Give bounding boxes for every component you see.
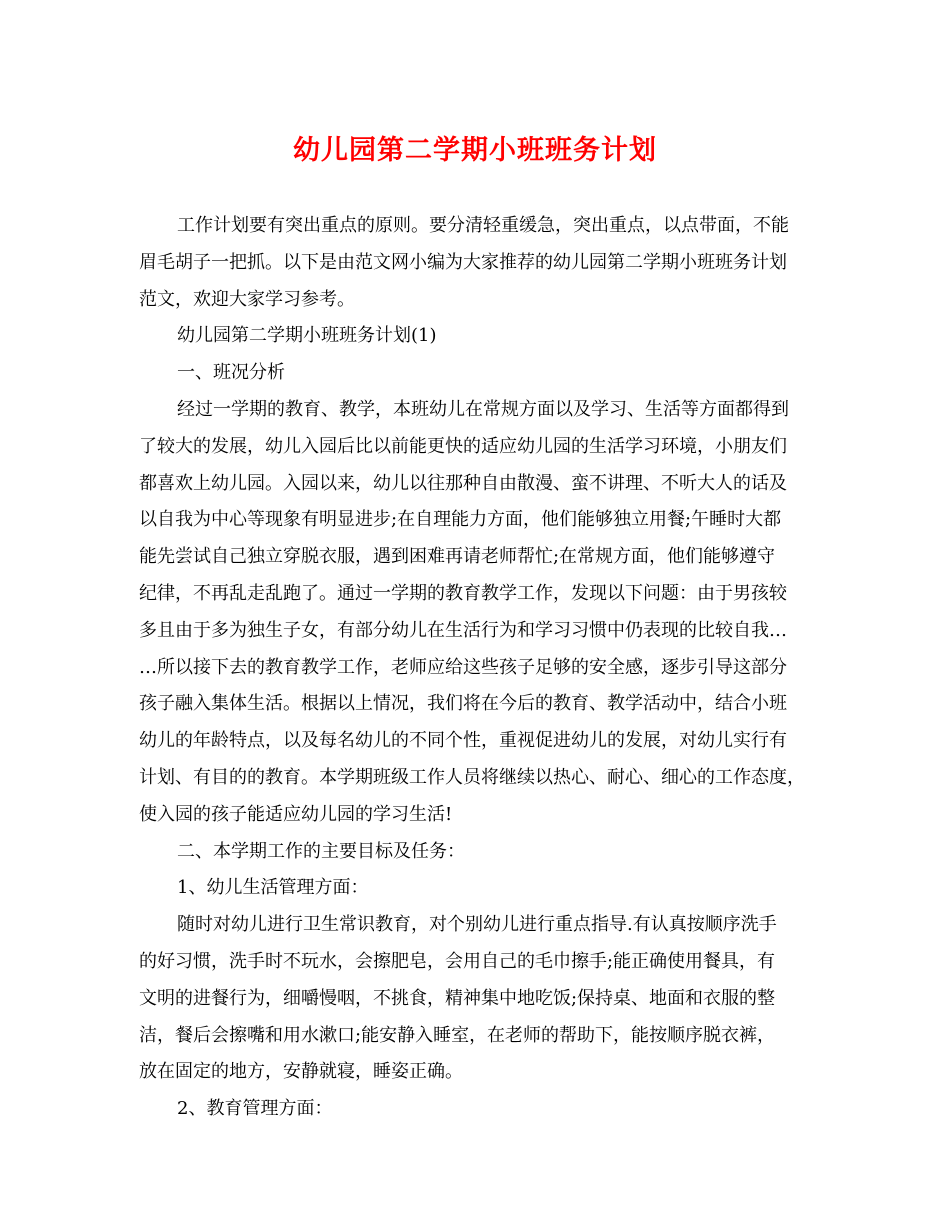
text-line: 工作计划要有突出重点的原则。要分清轻重缓急，突出重点，以点带面，不能	[177, 215, 789, 236]
paragraph	[139, 834, 822, 871]
text-line: 孩子融入集体生活。根据以上情况，我们将在今后的教育、教学活动中，结合小班	[139, 693, 787, 715]
text-line: 随时对幼儿进行卫生常识教育，对个别幼儿进行重点指导.有认真按顺序洗手	[177, 914, 777, 936]
text-line: 幼儿园第二学期小班班务计划(1)	[177, 325, 437, 347]
text-line: 幼儿的年龄特点，以及每名幼儿的不同个性，重视促进幼儿的发展，对幼儿实行有	[139, 730, 787, 752]
text-line: 了较大的发展，幼儿入园后比以前能更快的适应幼儿园的生活学习环境，小朋友们	[139, 435, 787, 457]
text-line: 洁，餐后会擦嘴和用水漱口;能安静入睡室，在老师的帮助下，能按顺序脱衣裤，	[139, 1024, 776, 1046]
paragraph	[139, 870, 822, 907]
text-line: 放在固定的地方，安静就寝，睡姿正确。	[139, 1061, 463, 1083]
paragraph	[139, 355, 822, 392]
text-line: 的好习惯，洗手时不玩水，会擦肥皂，会用自己的毛巾擦手;能正确使用餐具，有	[139, 950, 776, 972]
text-line: 都喜欢上幼儿园。入园以来，幼儿以往那种自由散漫、蛮不讲理、不听大人的话及	[139, 472, 787, 494]
text-line: 范文，欢迎大家学习参考。	[139, 288, 355, 310]
document-title: 幼儿园第二学期小班班务计划	[293, 135, 657, 166]
text-line: 多且由于多为独生子女，有部分幼儿在生活行为和学习习惯中仍表现的比较自我…	[139, 619, 787, 641]
paragraph	[139, 392, 822, 834]
text-line: 纪律，不再乱走乱跑了。通过一学期的教育教学工作，发现以下问题：由于男孩较	[139, 582, 787, 604]
text-line: 使入园的孩子能适应幼儿园的学习生活!	[139, 803, 453, 825]
paragraph	[139, 907, 822, 1091]
paragraph	[139, 1091, 822, 1128]
text-line: …所以接下去的教育教学工作，老师应给这些孩子足够的安全感，逐步引导这部分	[139, 656, 787, 678]
text-line: 2、教育管理方面：	[177, 1098, 333, 1120]
paragraph	[139, 318, 822, 355]
text-line: 文明的进餐行为，细嚼慢咽，不挑食，精神集中地吃饭;保持桌、地面和衣服的整	[139, 987, 776, 1009]
text-line: 眉毛胡子一把抓。以下是由范文网小编为大家推荐的幼儿园第二学期小班班务计划	[139, 251, 787, 273]
document-body	[139, 208, 822, 1128]
text-line: 1、幼儿生活管理方面：	[177, 877, 369, 899]
text-line: 一、班况分析	[177, 362, 285, 384]
text-line: 经过一学期的教育、教学，本班幼儿在常规方面以及学习、生活等方面都得到	[177, 398, 789, 420]
text-line: 计划、有目的的教育。本学期班级工作人员将继续以热心、耐心、细心的工作态度，	[139, 766, 805, 788]
text-line: 以自我为中心等现象有明显进步;在自理能力方面，他们能够独立用餐;午睡时大都	[139, 509, 782, 531]
text-line: 二、本学期工作的主要目标及任务：	[177, 840, 465, 862]
paragraph	[139, 208, 822, 318]
text-line: 能先尝试自己独立穿脱衣服，遇到困难再请老师帮忙;在常规方面，他们能够遵守	[139, 546, 776, 568]
